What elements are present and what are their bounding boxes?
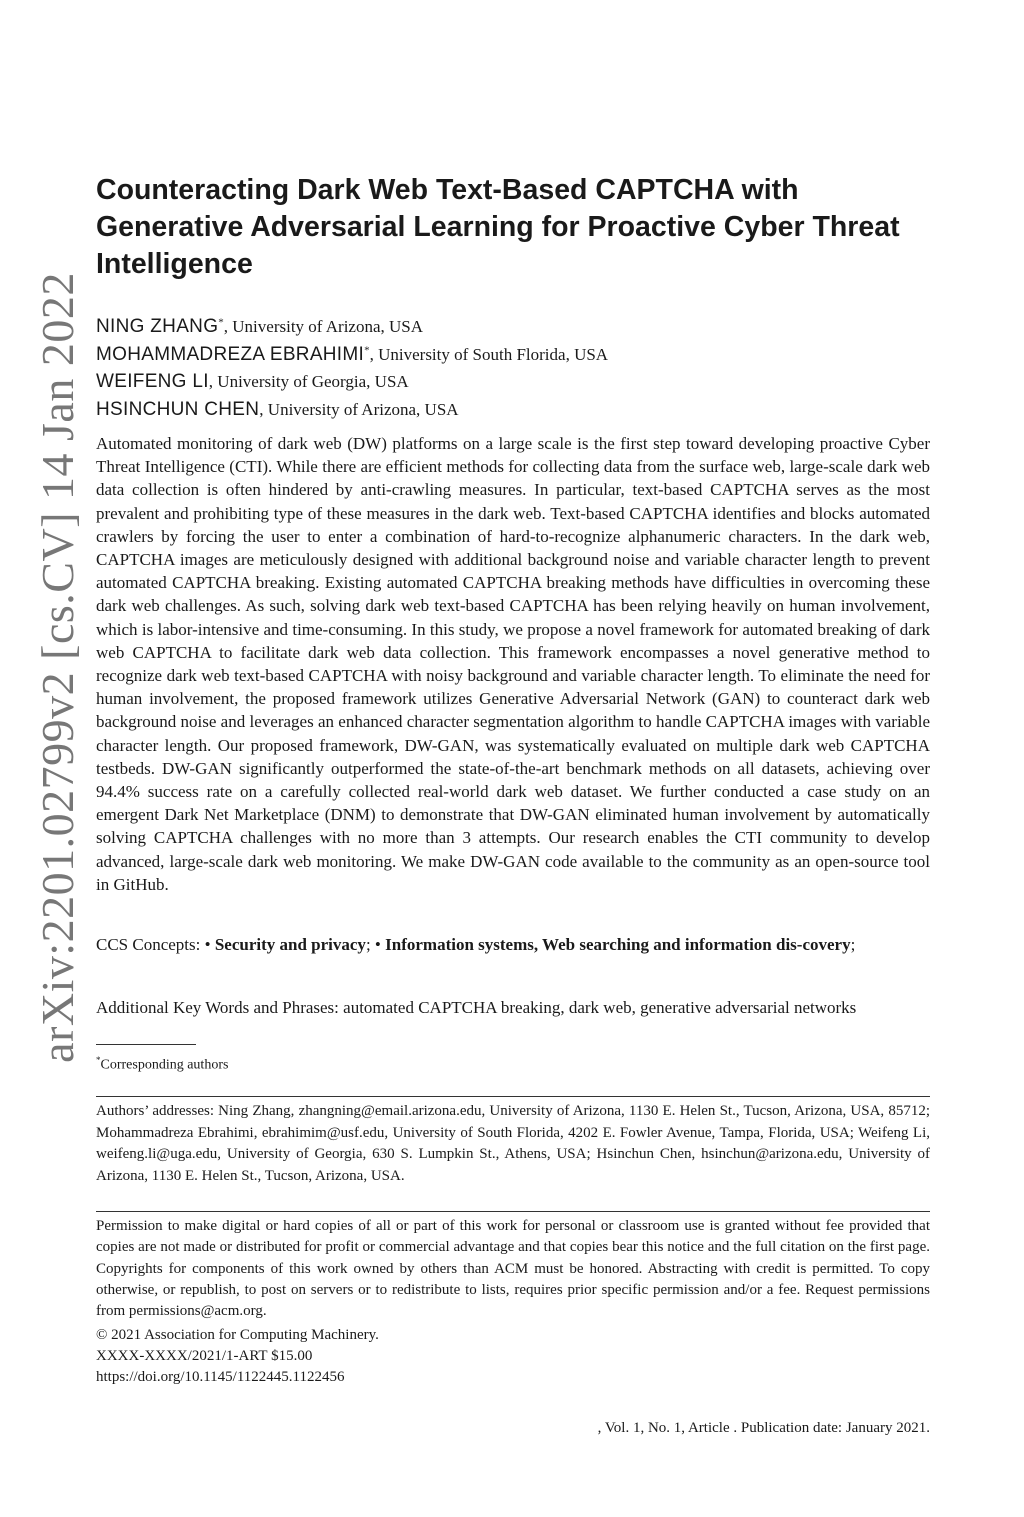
ccs-concepts bbox=[96, 933, 930, 956]
journal-info: , Vol. 1, No. 1, Article . Publication date: January 2021. bbox=[597, 1420, 930, 1436]
author-entry bbox=[96, 341, 930, 369]
footnote-rule bbox=[96, 1044, 196, 1045]
footnote-mark: * bbox=[96, 1055, 101, 1065]
permission-rule bbox=[96, 1211, 930, 1212]
ccs-separator: ; • bbox=[365, 935, 386, 954]
author-name: NING ZHANG bbox=[96, 316, 219, 337]
author-affiliation: , University of South Florida, USA bbox=[369, 344, 609, 364]
ccs-concept-security: Security and privacy bbox=[214, 935, 366, 954]
author-footnote-mark: * bbox=[218, 316, 224, 329]
author-affiliation: , University of Georgia, USA bbox=[208, 372, 409, 391]
author-affiliation: , University of Arizona, USA bbox=[223, 317, 424, 336]
author-footnote-mark: * bbox=[364, 343, 370, 356]
abstract: Automated monitoring of dark web (DW) platforms on a large scale is the first step toward developing proactive Cyber Threat Intelligence (CTI). While there are efficient methods for collecting data from the surface web, large-scale dark web data collection is often hindered by anti-crawling measures. In particular, text-based CAPTCHA serves as the most prevalent and prohibiting type of these measures in the dark web. Text-based CAPTCHA identifies and blocks automated crawlers by forcing the user to enter a combination of hard-to-recognize alphanumeric characters. In the dark web, CAPTCHA images are meticulously designed with additional background noise and variable character length to prevent automated CAPTCHA breaking. Existing automated CAPTCHA breaking methods have difficulties in overcoming these dark web challenges. As such, solving dark web text-based CAPTCHA has been relying heavily on human involvement, which is labor-intensive and time-consuming. In this study, we propose a novel framework for automated breaking of dark web CAPTCHA to facilitate dark web data collection. This framework encompasses a novel generative method to recognize dark web text-based CAPTCHA with noisy background and variable character length. To eliminate the need for human involvement, the proposed framework utilizes Generative Adversarial Network (GAN) to counteract dark web background noise and leverages an enhanced character segmentation algorithm to handle CAPTCHA images with variable character length. Our proposed framework, DW-GAN, was systematically evaluated on multiple dark web CAPTCHA testbeds. DW-GAN significantly outperformed the state-of-the-art benchmark methods on all datasets, achieving over 94.4% success rate on a carefully collected real-world dark web dataset. We further conducted a case study on an emergent Dark Net Marketplace (DNM) to demonstrate that DW-GAN eliminated human involvement by automatically solving CAPTCHA challenges with no more than 3 attempts. Our research enables the CTI community to develop advanced, large-scale dark web monitoring. We make DW-GAN code available to the community as an open-source tool in GitHub. bbox=[96, 434, 930, 894]
author-affiliation: , University of Arizona, USA bbox=[259, 399, 459, 419]
arxiv-identifier bbox=[29, 272, 85, 1063]
author-addresses: Authors’ addresses: Ning Zhang, zhangning@email.arizona.edu, University of Arizona, 1130 E. Helen St., Tucson, Arizona, USA, 85712; Mohammadreza Ebrahimi, ebrahimim@usf.edu, University of South Florida, 4202 E. Fowler Avenue, Tampa, Florida, USA; Weifeng Li, weifeng.li@uga.edu, University of Georgia, 630 S. Lumpkin St., Athens, USA; Hsinchun Chen, hsinchun@arizona.edu, University of Arizona, 1130 E. Helen St., Tucson, Arizona, USA. bbox=[96, 1103, 930, 1184]
author-name: MOHAMMADREZA EBRAHIMI bbox=[96, 343, 365, 365]
paper-title: Counteracting Dark Web Text-Based CAPTCHA with Generative Adversarial Learning for Proactive Cyber Threat Intelligence bbox=[96, 174, 900, 280]
keywords: Additional Key Words and Phrases: automated CAPTCHA breaking, dark web, generative adversarial networks bbox=[96, 998, 857, 1017]
copyright-line: © 2021 Association for Computing Machinery. bbox=[96, 1327, 379, 1343]
footnote-text: Corresponding authors bbox=[100, 1057, 229, 1073]
arxiv-identifier-text: arXiv:2201.02799v2 [cs.CV] 14 Jan 2022 bbox=[31, 272, 83, 1063]
permission-notice: Permission to make digital or hard copies of all or part of this work for personal or classroom use is granted without fee provided that copies are not made or distributed for profit or commercial advantage and that copies bear this notice and the full citation on the first page. Copyrights for components of this work owned by others than ACM must be honored. Abstracting with credit is permitted. To copy otherwise, or republish, to post on servers or to redistribute to lists, requires prior specific permission and/or a fee. Request permissions from permissions@acm.org. bbox=[96, 1218, 930, 1320]
footnote bbox=[96, 1050, 228, 1076]
doi-link[interactable]: https://doi.org/10.1145/1122445.1122456 bbox=[96, 1369, 345, 1385]
author-list bbox=[96, 313, 930, 423]
ccs-concept-information-systems: Information systems, Web searching and information dis-covery bbox=[385, 935, 851, 954]
addresses-rule bbox=[96, 1096, 930, 1097]
author-name: WEIFENG LI bbox=[96, 371, 209, 392]
author-entry bbox=[96, 396, 930, 424]
ccs-prefix: CCS Concepts: • bbox=[96, 935, 215, 954]
author-entry bbox=[96, 313, 930, 341]
issn-line: XXXX-XXXX/2021/1-ART $15.00 bbox=[96, 1348, 313, 1364]
ccs-suffix: ; bbox=[850, 935, 856, 954]
author-name: HSINCHUN CHEN bbox=[96, 398, 260, 420]
author-entry bbox=[96, 368, 930, 396]
